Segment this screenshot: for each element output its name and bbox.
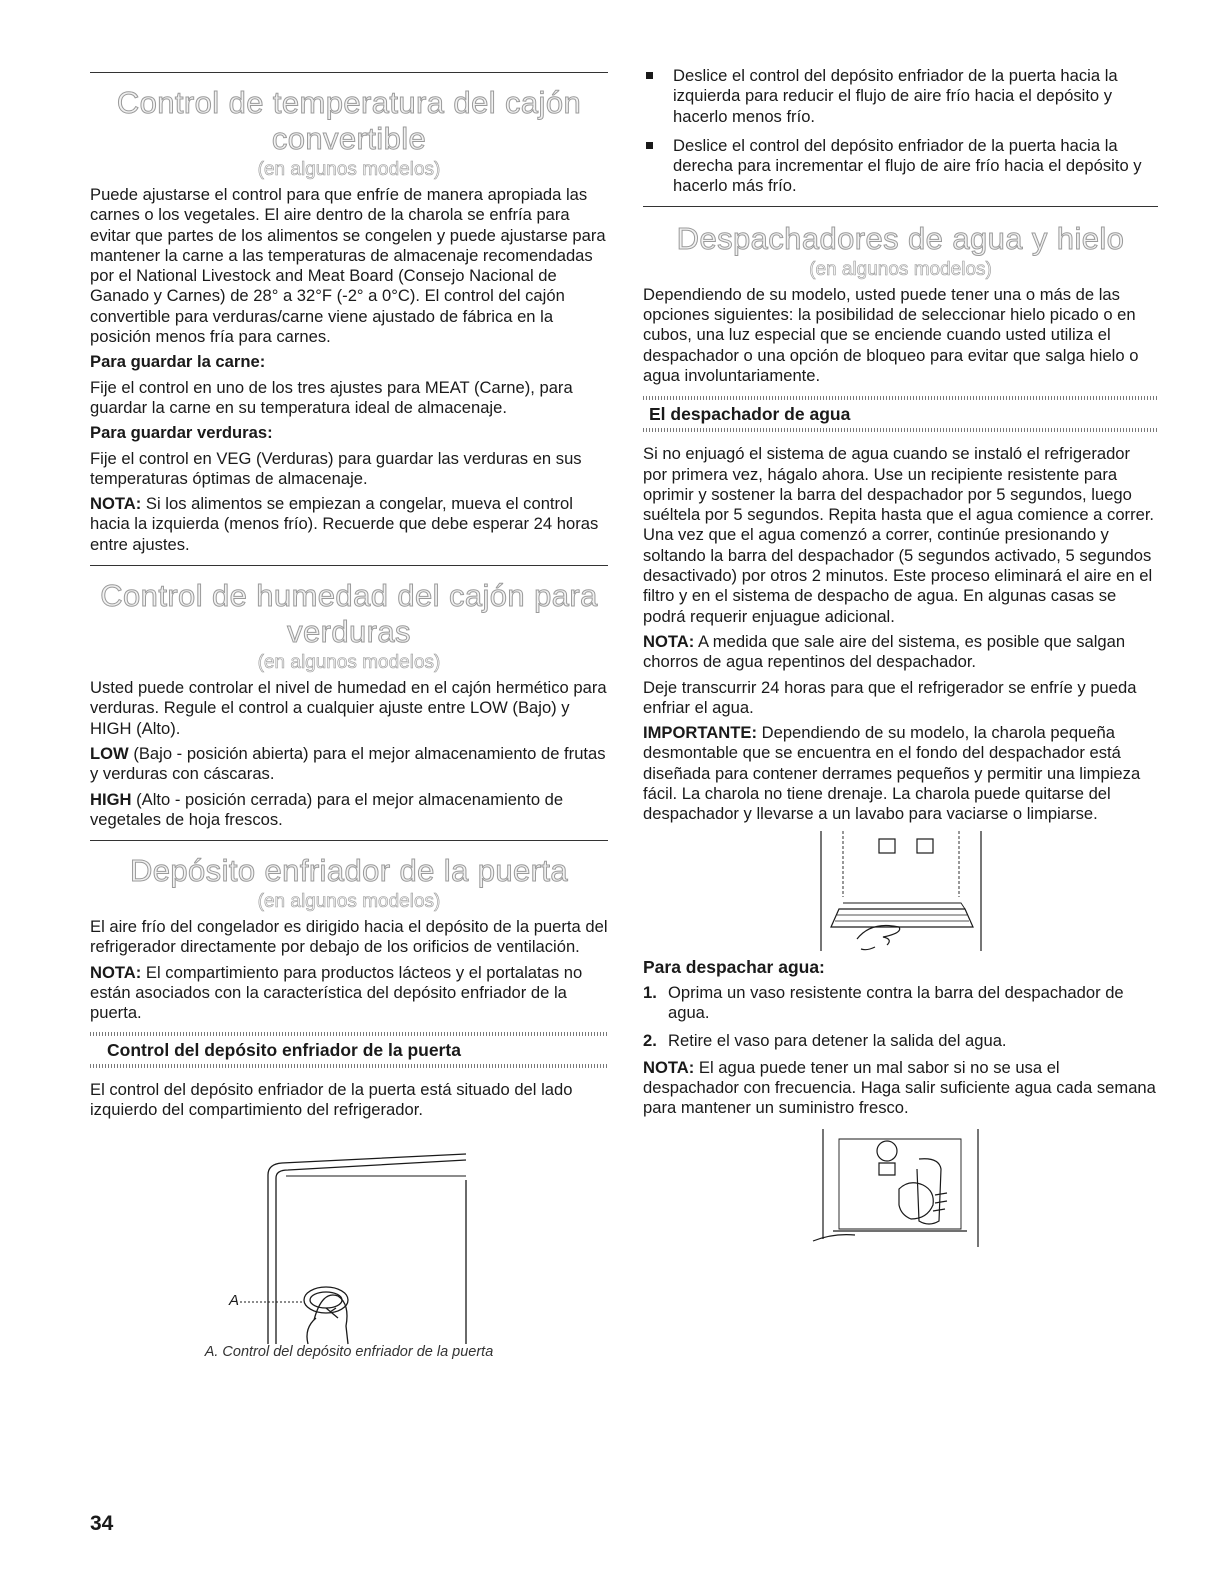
paragraph: El aire frío del congelador es dirigido hacia el depósito de la puerta del refrigerador directamente por debajo de los orificios de ventilación. — [90, 917, 608, 957]
section-rule — [90, 72, 608, 73]
section-title: Control de temperatura del cajón — [116, 85, 582, 120]
figure-callout-label: A — [229, 1292, 240, 1310]
note-label: NOTA: — [90, 962, 142, 982]
subhead-rule-bottom — [643, 428, 1158, 432]
dispenser-tray-figure — [643, 831, 1158, 951]
section-title-line2: verduras — [287, 614, 411, 650]
section-door-chiller — [90, 853, 608, 1360]
section-convertible-drawer — [90, 85, 608, 555]
note-paragraph — [90, 963, 608, 1024]
subhead: Control del depósito enfriador de la puerta — [107, 1039, 461, 1060]
paragraph: Deje transcurrir 24 horas para que el refrigerador se enfríe y pueda enfriar el agua. — [643, 677, 1137, 717]
section-title: Depósito enfriador de la puerta — [129, 853, 569, 889]
subhead: El despachador de agua — [649, 404, 851, 425]
dispenser-tray-illustration — [643, 831, 1158, 951]
important-text: Dependiendo de su modelo, la charola pequeña desmontable que se encuentra en el fondo del despachador está diseñada para contener derrames pequeños y permitir una limpieza fácil. La charola no tiene drenaje. La charola puede quitarse del despachador y llevarse a un lavabo para vaciarse o limpiarse. — [643, 723, 1141, 824]
important-paragraph — [643, 723, 1158, 824]
note-text: A medida que sale aire del sistema, es posible que salgan chorros de agua repentinos del despachador. — [643, 631, 1126, 672]
left-column — [90, 0, 608, 1360]
dispense-heading: Para despachar agua: — [643, 956, 825, 977]
note-text: El compartimiento para productos lácteos y el portalatas no están asociados con la característica del depósito enfriador de la puerta. — [90, 962, 583, 1023]
note-paragraph — [90, 494, 608, 555]
step-item: 1. Oprima un vaso resistente contra la barra del despachador de agua. — [643, 982, 1124, 1023]
paragraph: El control del depósito enfriador de la puerta está situado del lado izquierdo del compartimiento del refrigerador. — [90, 1079, 573, 1119]
note-paragraph — [643, 1058, 1158, 1119]
paragraph: Si no enjuagó el sistema de agua cuando se instaló el refrigerador por primera vez, hágalo ahora. Use un recipiente resistente para oprimir y sostener la barra del despachador por 5 segundos, luego suéltela por 5 segundos. Repita hasta que el agua comience a correr. Una vez que el agua comenzó a correr, continúe presionando y soltando la barra del despachador (5 segundos activado, 5 segundos desactivado) por otros 2 minutos. Este proceso eliminará el aire en el filtro y en el sistema de despacho de agua. En algunas casas se podrá requerir enjuague adicional. — [643, 444, 1155, 626]
subhead-rule-bottom — [90, 1064, 608, 1068]
low-label: LOW — [90, 743, 129, 763]
important-label: IMPORTANTE: — [643, 723, 757, 743]
page-number: 34 — [90, 1512, 114, 1535]
paragraph: Dependiendo de su modelo, usted puede tener una o más de las opciones siguientes: la posibilidad de seleccionar hielo picado o en cubos, una luz especial que se enciende cuando usted utiliza el despachador o una opción de bloqueo para evitar que salga hielo o agua involuntariamente. — [643, 284, 1139, 385]
high-text: (Alto - posición cerrada) para el mejor almacenamiento de vegetales de hoja frescos. — [90, 789, 564, 829]
step-item: 2. Retire el vaso para detener la salida del agua. — [643, 1030, 1007, 1050]
section-dispensers — [643, 221, 1158, 1249]
bullet-item: Deslice el control del depósito enfriador de la puerta hacia la derecha para incrementar el flujo de aire frío hacia el depósito y hacerlo más frío. — [643, 136, 1158, 197]
high-label: HIGH — [90, 789, 132, 809]
note-text: El agua puede tener un mal sabor si no se usa el despachador con frecuencia. Haga salir suficiente agua cada semana para mantener un suministro fresco. — [643, 1057, 1156, 1118]
bullet-square-icon — [646, 72, 653, 79]
section-rule — [643, 206, 1158, 207]
door-chiller-bullets — [643, 66, 1158, 197]
glass-dispensing-illustration — [643, 1129, 1158, 1249]
section-subtitle: (en algunos modelos) — [257, 652, 441, 674]
paragraph: Puede ajustarse el control para que enfríe de manera apropiada las carnes o los vegetales. El aire dentro de la charola se enfría para evitar que partes de los alimentos se congelen y puede ajustarse para mantener la carne a las temperaturas de almacenaje recomendadas por el National Livestock and Meat Board (Consejo Nacional de Ganado y Carnes) de 28° a 32°F (-2° a 0°C). El control del cajón convertible para verduras/carne viene ajustado de fábrica en la posición menos fría para carnes. — [90, 185, 606, 347]
figure-caption: A. Control del depósito enfriador de la puerta — [204, 1344, 494, 1361]
section-humidity-control — [90, 578, 608, 830]
low-text: (Bajo - posición abierta) para el mejor almacenamiento de frutas y verduras con cáscaras. — [90, 743, 606, 784]
section-subtitle: (en algunos modelos) — [257, 159, 441, 180]
paragraph: Fije el control en uno de los tres ajustes para MEAT (Carne), para guardar la carne en su temperatura ideal de almacenaje. — [90, 377, 573, 417]
note-paragraph — [643, 632, 1158, 673]
section-subtitle: (en algunos modelos) — [809, 258, 992, 280]
paragraph: Usted puede controlar el nivel de humedad en el cajón hermético para verduras. Regule el control a cualquier ajuste entre LOW (Bajo) y HIGH (Alto). — [90, 678, 607, 738]
bullet-item: Deslice el control del depósito enfriador de la puerta hacia la izquierda para reducir el flujo de aire frío hacia el depósito y hacerlo menos frío. — [643, 66, 1158, 127]
note-text: Si los alimentos se empiezan a congelar, mueva el control hacia la izquierda (menos frío). Recuerde que debe esperar 24 horas entre ajustes. — [90, 494, 599, 554]
meat-heading: Para guardar la carne: — [90, 352, 266, 372]
note-label: NOTA: — [643, 631, 695, 651]
refrigerator-door-illustration — [90, 1150, 608, 1350]
note-label: NOTA: — [90, 494, 142, 514]
door-chiller-figure — [90, 1150, 608, 1350]
section-rule — [90, 840, 608, 841]
note-label: NOTA: — [643, 1057, 695, 1077]
section-title: Despachadores de agua y hielo — [676, 220, 1125, 256]
section-rule — [90, 565, 608, 566]
section-title: Control de humedad del cajón para — [100, 578, 598, 614]
paragraph: Fije el control en VEG (Verduras) para guardar las verduras en sus temperaturas óptimas de almacenaje. — [90, 448, 582, 488]
low-paragraph — [90, 744, 608, 785]
bullet-square-icon — [646, 142, 653, 149]
veg-heading: Para guardar verduras: — [90, 423, 273, 443]
high-paragraph — [90, 790, 608, 831]
section-subtitle: (en algunos modelos) — [257, 891, 441, 913]
glass-dispensing-figure — [643, 1129, 1158, 1249]
right-column — [643, 0, 1158, 1249]
section-title-line2: convertible — [271, 121, 427, 156]
